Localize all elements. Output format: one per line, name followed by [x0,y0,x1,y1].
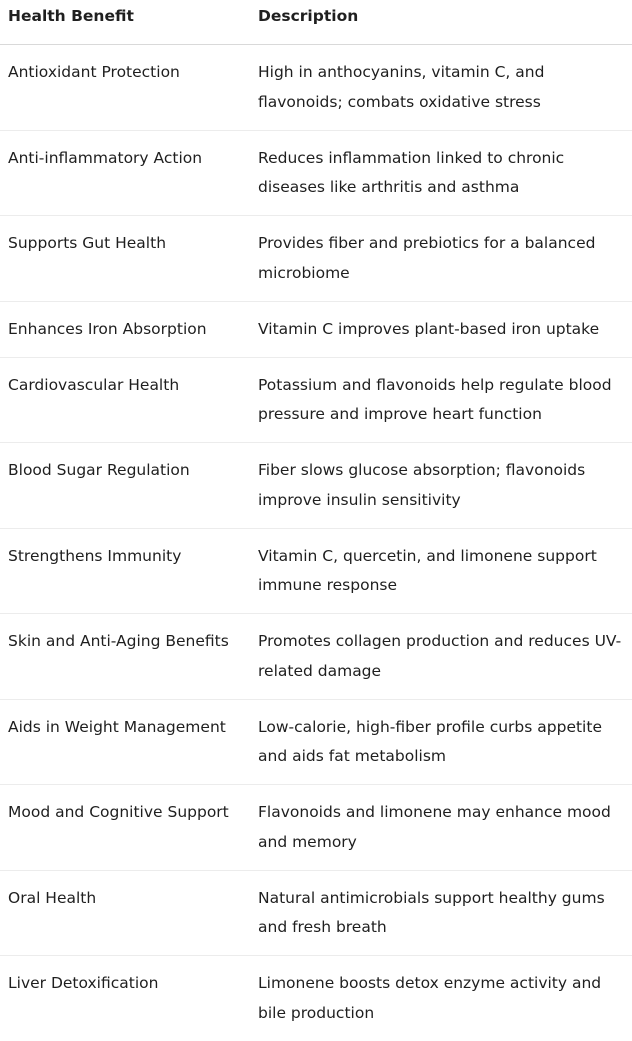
table-row [0,357,632,443]
description-cell: Natural antimicrobials support healthy gums and fresh breath [258,870,632,956]
description-cell: Provides fiber and prebiotics for a balanced microbiome [258,216,632,302]
table-row [0,45,632,131]
description-cell: Flavonoids and limonene may enhance mood and memory [258,785,632,871]
benefit-cell: Cardiovascular Health [0,357,258,443]
benefit-cell: Blood Sugar Regulation [0,443,258,529]
description-cell: Potassium and flavonoids help regulate blood pressure and improve heart function [258,357,632,443]
table-row [0,216,632,302]
benefit-cell: Liver Detoxification [0,956,258,1041]
benefit-cell: Oral Health [0,870,258,956]
table-header [0,0,632,45]
table-row [0,785,632,871]
table-row [0,699,632,785]
table-row [0,301,632,357]
description-cell: Vitamin C, quercetin, and limonene support immune response [258,528,632,614]
benefit-cell: Antioxidant Protection [0,45,258,131]
column-header-benefit: Health Benefit [0,0,258,45]
benefit-cell: Aids in Weight Management [0,699,258,785]
table-row [0,443,632,529]
description-cell: Limonene boosts detox enzyme activity and bile production [258,956,632,1041]
benefit-cell: Skin and Anti-Aging Benefits [0,614,258,700]
table-body [0,45,632,1041]
description-cell: Promotes collagen production and reduces UV-related damage [258,614,632,700]
benefit-cell: Strengthens Immunity [0,528,258,614]
benefit-cell: Anti-inflammatory Action [0,130,258,216]
benefit-cell: Supports Gut Health [0,216,258,302]
table-row [0,130,632,216]
table-row [0,956,632,1041]
description-cell: Vitamin C improves plant-based iron uptake [258,301,632,357]
description-cell: Reduces inflammation linked to chronic diseases like arthritis and asthma [258,130,632,216]
description-cell: Low-calorie, high-fiber profile curbs appetite and aids fat metabolism [258,699,632,785]
benefit-cell: Enhances Iron Absorption [0,301,258,357]
table-row [0,870,632,956]
description-cell: Fiber slows glucose absorption; flavonoids improve insulin sensitivity [258,443,632,529]
description-cell: High in anthocyanins, vitamin C, and flavonoids; combats oxidative stress [258,45,632,131]
column-header-description: Description [258,0,632,45]
benefit-cell: Mood and Cognitive Support [0,785,258,871]
table-row [0,614,632,700]
header-row [0,0,632,45]
table-row [0,528,632,614]
